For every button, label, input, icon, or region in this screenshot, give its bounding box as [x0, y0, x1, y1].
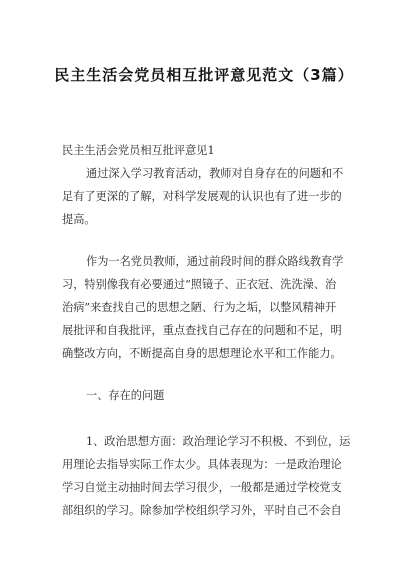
section-subtitle	[62, 139, 354, 162]
document-title: 民主生活会党员相互批评意见范文（3篇）	[54, 66, 354, 84]
paragraph-line: 确整改方向，不断提高自身的思想理论水平和工作能力。	[62, 347, 342, 360]
section-heading	[62, 384, 354, 407]
paragraph-line: 足有了更深的了解，对科学发展观的认识也有了进一步的	[62, 190, 342, 203]
paragraph-line: 学习自觉主动抽时间去学习很少，一般都是通过学校党支	[62, 481, 342, 494]
paragraph-1	[62, 162, 354, 231]
paragraph-line: 治病”来查找自己的思想之陋、行为之垢，以整风精神开	[62, 301, 337, 314]
paragraph-line: 部组织的学习。除参加学校组织学习外，平时自己不会自	[62, 504, 342, 517]
paragraph-3	[62, 430, 354, 522]
paragraph-line: 提高。	[62, 213, 96, 226]
section-heading-text: 一、存在的问题	[86, 389, 165, 402]
paragraph-line: 1、政治思想方面：政治理论学习不积极、不到位，运	[86, 435, 351, 448]
subtitle-text: 民主生活会党员相互批评意见1	[62, 144, 215, 157]
paragraph-line: 通过深入学习教育活动，教师对自身存在的问题和不	[86, 167, 344, 180]
paragraph-line: 习，特别像我有必要通过“照镜子、正衣冠、洗洗澡、治	[62, 278, 337, 291]
paragraph-line: 作为一名党员教师，通过前段时间的群众路线教育学	[86, 255, 344, 268]
paragraph-line: 展批评和自我批评，重点查找自己存在的问题和不足，明	[62, 324, 342, 337]
paragraph-line: 用理论去指导实际工作太少。具体表现为：一是政治理论	[62, 458, 342, 471]
paragraph-2	[62, 250, 354, 365]
